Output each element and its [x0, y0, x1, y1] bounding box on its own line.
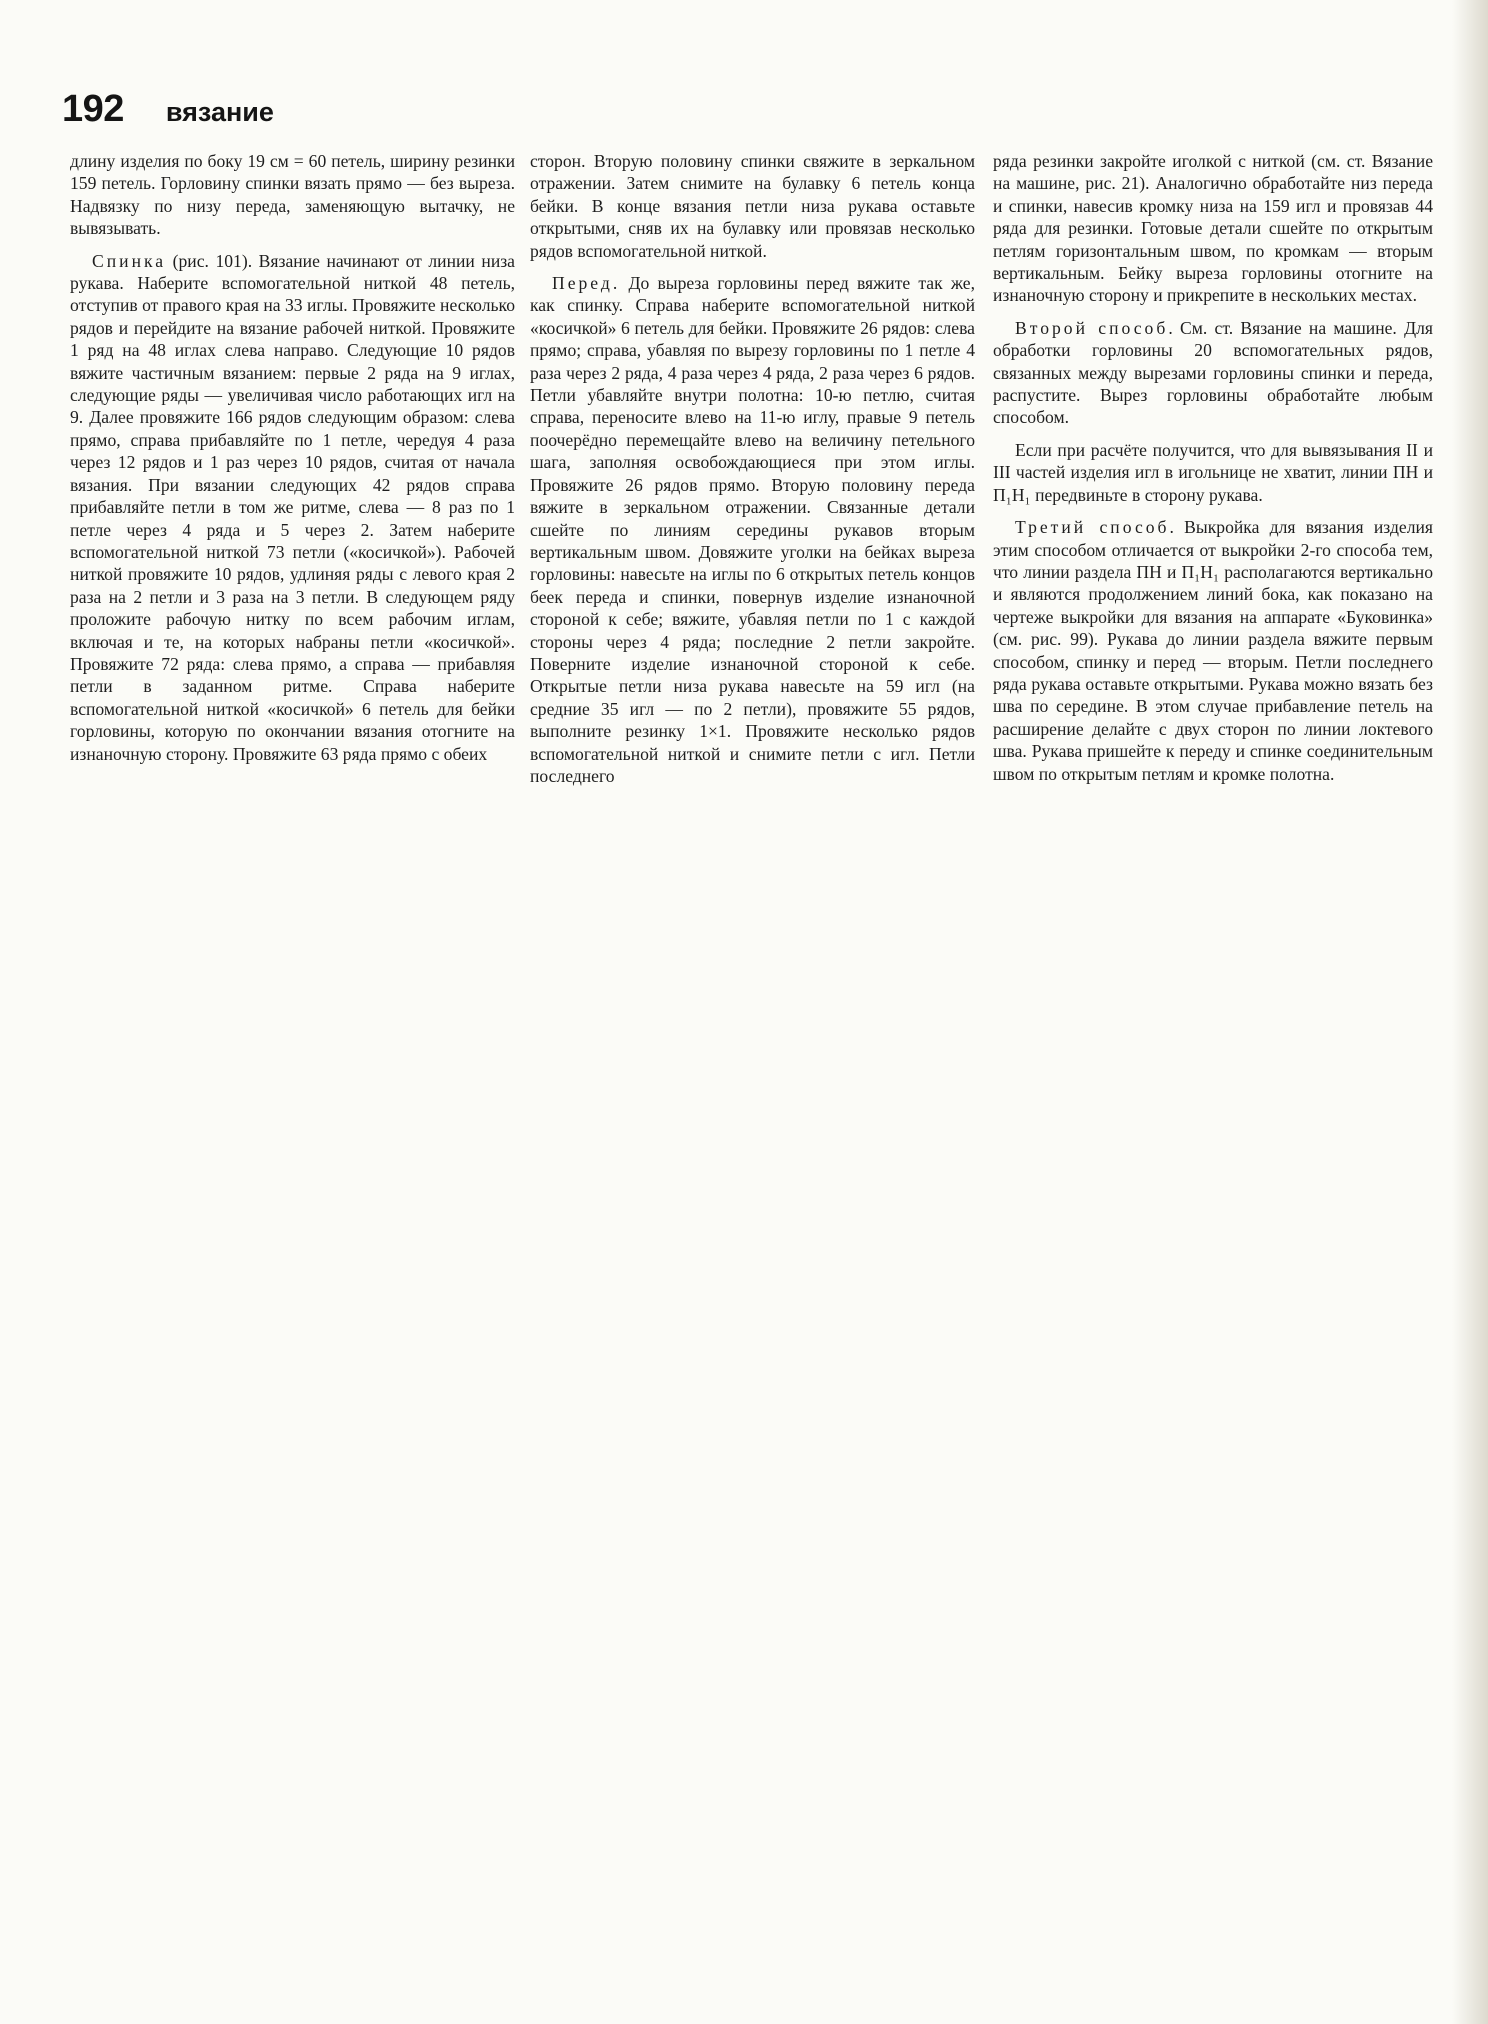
- paragraph: [993, 439, 1433, 506]
- page-header: [62, 88, 274, 138]
- paragraph-text: сторон. Вторую половину спинки свяжите в зеркальном отражении. Затем снимите на булавку 6 петель конца бейки. В конце вязания петли низа рукава оставьте открытыми, сняв их на булавку или провязав несколько рядов вспомогательной ниткой.: [530, 151, 975, 261]
- paragraph-text: Если при расчёте получится, что для вывязывания II и III частей изделия игл в игольнице не хватит, линии ПН и П₁Н₁ передвиньте в сторону рукава.: [993, 439, 1433, 505]
- paragraph: [530, 150, 975, 262]
- book-spine-shadow: [1452, 0, 1488, 2024]
- subheading: Перед.: [552, 273, 621, 294]
- paragraph: [70, 150, 515, 240]
- paragraph-text: ряда резинки закройте иголкой с ниткой (см. ст. Вязание на машине, рис. 21). Аналогично обработайте низ переда и спинки, навесив кромку низа на 159 игл и провязав 44 ряда для резинки. Готовые детали сшейте по открытым петлям горизонтальным швом, по кромкам — вторым вертикальным. Бейку выреза горловины отогните на изнаночную сторону и прикрепите в нескольких местах.: [993, 151, 1433, 306]
- subheading: Второй способ: [1015, 317, 1169, 338]
- paragraph: [993, 150, 1433, 307]
- section-title: вязание: [165, 97, 274, 127]
- subheading: Третий способ: [1015, 517, 1170, 538]
- paragraph-text: . См. ст. Вязание на машине. Для обработки горловины 20 вспомогательных рядов, связанных между вырезами горловины спинки и переда, распустите. Вырез горловины обработайте любым способом.: [993, 317, 1433, 428]
- text-column-3: [993, 150, 1433, 785]
- text-column-2: [530, 150, 975, 787]
- paragraph: [993, 516, 1433, 785]
- paragraph: [993, 317, 1433, 429]
- paragraph-text: (рис. 101). Вязание начинают от линии низа рукава. Наберите вспомогательной ниткой 48 петель, отступив от правого края на 33 иглы. Провяжите несколько рядов и перейдите на вязание рабочей ниткой. Провяжите 1 ряд на 48 иглах слева направо. Следующие 10 рядов вяжите частичным вязанием: первые 2 ряда на 9 иглах, следующие ряды — увеличивая число работающих игл на 9. Далее провяжите 166 рядов следующим образом: слева прямо, справа прибавляйте по 1 петле, чередуя 4 раза через 12 рядов и 1 раз через 10 рядов, считая от начала вязания. При вязании следующих 42 рядов справа прибавляйте петли в том же ритме, слева — 8 раз по 1 петле через 4 ряда и 5 через 2. Затем наберите вспомогательной ниткой 73 петли («косичкой»). Рабочей ниткой провяжите 10 рядов, удлиняя ряды с левого края 2 раза на 2 петли и 3 раза на 3 петли. В следующем ряду проложите рабочую нитку по всем рабочим иглам, включая и те, на которых набраны петли «косичкой». Провяжите 72 ряда: слева прямо, а справа — прибавляя петли в заданном ритме. Справа наберите вспомогательной ниткой «косичкой» 6 петель для бейки горловины, которую по окончании вязания отогните на изнаночную сторону. Провяжите 63 ряда прямо с обеих: [70, 250, 515, 764]
- paragraph: [530, 272, 975, 787]
- page-number: 192: [62, 88, 124, 130]
- subheading: Спинка: [92, 250, 167, 271]
- text-column-1: [70, 150, 515, 765]
- paragraph-text: До выреза горловины перед вяжите так же, как спинку. Справа наберите вспомогательной ниткой «косичкой» 6 петель для бейки. Провяжите 26 рядов: слева прямо; справа, убавляя по вырезу горловины по 1 петле 4 раза через 2 ряда, 4 раза через 4 ряда, 2 раза через 6 рядов. Петли убавляйте внутри полотна: 10-ю петлю, считая справа, переносите влево на 11-ю иглу, правые 9 петель поочерёдно перемещайте влево на величину петельного шага, заполняя освобождающиеся при этом иглы. Провяжите 26 рядов прямо. Вторую половину переда вяжите в зеркальном отражении. Связанные детали сшейте по линиям середины рукавов вторым вертикальным швом. Довяжите уголки на бейках выреза горловины: навесьте на иглы по 6 открытых петель концов беек переда и спинки, повернув изделие изнаночной стороной к себе; вяжите, убавляя петли по 1 с каждой стороны через 4 ряда; последние 2 петли закройте. Поверните изделие изнаночной стороной к себе. Открытые петли низа рукава навесьте на 59 игл (на средние 35 игл — по 2 петли), провяжите 55 рядов, выполните резинку 1×1. Провяжите несколько рядов вспомогательной ниткой и снимите петли с игл. Петли последнего: [530, 273, 975, 786]
- paragraph-text: длину изделия по боку 19 см = 60 петель, ширину резинки 159 петель. Горловину спинки вязать прямо — без выреза. Надвязку по низу переда, заменяющую вытачку, не вывязывать.: [70, 151, 515, 239]
- paragraph: [70, 250, 515, 765]
- paragraph-text: . Выкройка для вязания изделия этим способом отличается от выкройки 2-го способа тем, что линии раздела ПН и П₁Н₁ располагаются вертикально и являются продолжением линий бока, как показано на чертеже выкройки для вязания на аппарате «Буковинка» (см. рис. 99). Рукава до линии раздела вяжите первым способом, спинку и перед — вторым. Петли последнего ряда рукава оставьте открытыми. Рукава можно вязать без шва по середине. В этом случае прибавление петель на расширение делайте с двух сторон по линии локтевого шва. Рукава пришейте к переду и спинке соединительным швом по открытым петлям и кромке полотна.: [993, 517, 1433, 784]
